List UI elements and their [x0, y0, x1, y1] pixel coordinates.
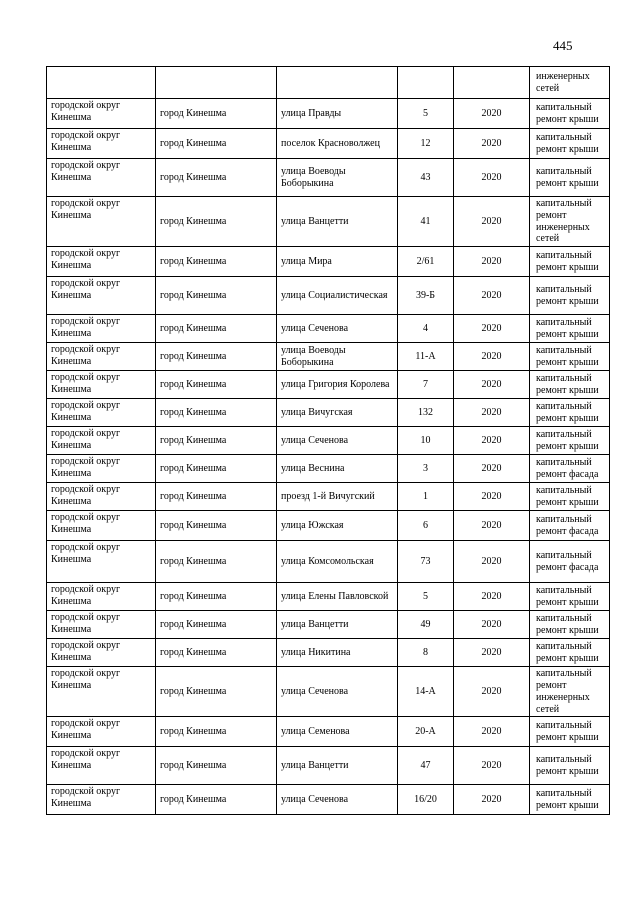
table-cell-c6: капитальный ремонт крыши [530, 639, 610, 667]
table-cell-c4: 43 [398, 159, 454, 197]
table-cell-c4: 5 [398, 99, 454, 129]
table-cell-c5: 2020 [454, 371, 530, 399]
table-cell-c3: улица Воеводы Боборыкина [277, 343, 398, 371]
table-row [47, 583, 610, 611]
table-row [47, 427, 610, 455]
table-cell-c1: городской округ Кинешма [47, 247, 156, 277]
table-cell-c5: 2020 [454, 483, 530, 511]
table-row [47, 343, 610, 371]
table-row [47, 717, 610, 747]
table-cell-c3: улица Комсомольская [277, 541, 398, 583]
table-row [47, 197, 610, 247]
repair-schedule-table [46, 66, 610, 815]
table-cell-c3: улица Сеченова [277, 785, 398, 815]
table-cell-c5: 2020 [454, 399, 530, 427]
table-cell-c1: городской округ Кинешма [47, 717, 156, 747]
table-cell-c3: улица Правды [277, 99, 398, 129]
table-cell-c3: улица Сеченова [277, 667, 398, 717]
table-cell-c3: улица Мира [277, 247, 398, 277]
table-cell-c2: город Кинешма [156, 717, 277, 747]
table-cell-c3: улица Ванцетти [277, 197, 398, 247]
table-cell-c2: город Кинешма [156, 583, 277, 611]
table-cell-c2: город Кинешма [156, 667, 277, 717]
table-cell-c5: 2020 [454, 197, 530, 247]
table-cell-c1: городской округ Кинешма [47, 343, 156, 371]
table-row [47, 541, 610, 583]
table-row [47, 67, 610, 99]
table-cell-c2: город Кинешма [156, 483, 277, 511]
table-row [47, 277, 610, 315]
table-cell-c4: 6 [398, 511, 454, 541]
table-cell-c6: капитальный ремонт крыши [530, 611, 610, 639]
table-cell-c3: улица Южская [277, 511, 398, 541]
table-cell-c3: улица Семенова [277, 717, 398, 747]
table-cell-c5: 2020 [454, 747, 530, 785]
table-row [47, 129, 610, 159]
table-cell-c5: 2020 [454, 541, 530, 583]
table-cell-c5: 2020 [454, 511, 530, 541]
table-cell-c1: городской округ Кинешма [47, 511, 156, 541]
table-cell-c6: капитальный ремонт фасада [530, 511, 610, 541]
table-cell-c2: город Кинешма [156, 541, 277, 583]
table-cell-c1: городской округ Кинешма [47, 399, 156, 427]
table-cell-c2: город Кинешма [156, 159, 277, 197]
table-cell-c2: город Кинешма [156, 427, 277, 455]
table-row [47, 611, 610, 639]
table-cell-c4: 12 [398, 129, 454, 159]
table-cell-c4: 39-Б [398, 277, 454, 315]
table-cell-c5: 2020 [454, 639, 530, 667]
table-cell-c2: город Кинешма [156, 785, 277, 815]
table-cell-c3: улица Вичугская [277, 399, 398, 427]
table-cell-c5: 2020 [454, 717, 530, 747]
table-row [47, 455, 610, 483]
table-cell-c3: улица Сеченова [277, 427, 398, 455]
table-cell-c3: улица Ванцетти [277, 611, 398, 639]
table-cell-c4: 49 [398, 611, 454, 639]
table-cell-c3: улица Воеводы Боборыкина [277, 159, 398, 197]
table-cell-c6: капитальный ремонт крыши [530, 129, 610, 159]
table-cell-c1: городской округ Кинешма [47, 583, 156, 611]
table-cell-c4: 16/20 [398, 785, 454, 815]
table-cell-c6: капитальный ремонт крыши [530, 247, 610, 277]
table-cell-c6: инженерных сетей [530, 67, 610, 99]
table-cell-c6: капитальный ремонт фасада [530, 455, 610, 483]
table-row [47, 511, 610, 541]
table-cell-c6: капитальный ремонт крыши [530, 785, 610, 815]
table-cell-c6: капитальный ремонт инженерных сетей [530, 667, 610, 717]
table-row [47, 667, 610, 717]
table-cell-c1: городской округ Кинешма [47, 667, 156, 717]
table-cell-c1: городской округ Кинешма [47, 455, 156, 483]
table-cell-c2: город Кинешма [156, 315, 277, 343]
table-cell-c1: городской округ Кинешма [47, 197, 156, 247]
table-cell-c4: 47 [398, 747, 454, 785]
table-cell-c2: город Кинешма [156, 371, 277, 399]
table-row [47, 371, 610, 399]
table-row [47, 315, 610, 343]
table-cell-c5: 2020 [454, 277, 530, 315]
table-cell-c6: капитальный ремонт крыши [530, 583, 610, 611]
table-cell-c4: 2/61 [398, 247, 454, 277]
table-cell-c6: капитальный ремонт крыши [530, 371, 610, 399]
table-cell-c3: улица Веснина [277, 455, 398, 483]
page-number: 445 [553, 38, 573, 53]
table-cell-c6: капитальный ремонт фасада [530, 541, 610, 583]
table-cell-c5 [454, 67, 530, 99]
table-cell-c6: капитальный ремонт крыши [530, 747, 610, 785]
table-cell-c2: город Кинешма [156, 277, 277, 315]
table-cell-c4: 4 [398, 315, 454, 343]
table-cell-c2: город Кинешма [156, 639, 277, 667]
table-cell-c5: 2020 [454, 785, 530, 815]
table-cell-c1: городской округ Кинешма [47, 159, 156, 197]
table-row [47, 99, 610, 129]
table-cell-c6: капитальный ремонт крыши [530, 99, 610, 129]
table-cell-c2: город Кинешма [156, 247, 277, 277]
table-cell-c3: проезд 1-й Вичугский [277, 483, 398, 511]
table-cell-c3 [277, 67, 398, 99]
table-cell-c2: город Кинешма [156, 747, 277, 785]
table-row [47, 483, 610, 511]
table-cell-c4 [398, 67, 454, 99]
table-row [47, 639, 610, 667]
table-cell-c5: 2020 [454, 315, 530, 343]
table-cell-c4: 14-А [398, 667, 454, 717]
table-cell-c6: капитальный ремонт крыши [530, 483, 610, 511]
table-cell-c5: 2020 [454, 611, 530, 639]
table-cell-c1: городской округ Кинешма [47, 99, 156, 129]
table-cell-c2: город Кинешма [156, 99, 277, 129]
table-cell-c6: капитальный ремонт крыши [530, 717, 610, 747]
table-cell-c5: 2020 [454, 247, 530, 277]
table-cell-c1: городской округ Кинешма [47, 277, 156, 315]
table-cell-c1: городской округ Кинешма [47, 611, 156, 639]
table-cell-c6: капитальный ремонт крыши [530, 343, 610, 371]
table-cell-c2: город Кинешма [156, 129, 277, 159]
table-cell-c4: 73 [398, 541, 454, 583]
table-cell-c4: 10 [398, 427, 454, 455]
table-cell-c3: улица Никитина [277, 639, 398, 667]
table-cell-c1: городской округ Кинешма [47, 785, 156, 815]
table-row [47, 399, 610, 427]
table-cell-c5: 2020 [454, 343, 530, 371]
table-cell-c5: 2020 [454, 583, 530, 611]
table-cell-c6: капитальный ремонт крыши [530, 159, 610, 197]
table-cell-c3: улица Ванцетти [277, 747, 398, 785]
table-cell-c2: город Кинешма [156, 197, 277, 247]
table-cell-c3: улица Сеченова [277, 315, 398, 343]
table-row [47, 747, 610, 785]
table-cell-c6: капитальный ремонт крыши [530, 315, 610, 343]
table-cell-c1: городской округ Кинешма [47, 371, 156, 399]
table-cell-c3: улица Григория Королева [277, 371, 398, 399]
table-cell-c4: 41 [398, 197, 454, 247]
table-cell-c4: 8 [398, 639, 454, 667]
table-cell-c4: 5 [398, 583, 454, 611]
table-cell-c5: 2020 [454, 667, 530, 717]
table-cell-c4: 3 [398, 455, 454, 483]
table-cell-c1: городской округ Кинешма [47, 315, 156, 343]
table-cell-c6: капитальный ремонт крыши [530, 427, 610, 455]
table-cell-c5: 2020 [454, 99, 530, 129]
table-cell-c6: капитальный ремонт крыши [530, 399, 610, 427]
table-cell-c5: 2020 [454, 427, 530, 455]
table-cell-c1 [47, 67, 156, 99]
table-cell-c3: поселок Красноволжец [277, 129, 398, 159]
table-cell-c2: город Кинешма [156, 343, 277, 371]
table-cell-c4: 7 [398, 371, 454, 399]
table-cell-c1: городской округ Кинешма [47, 541, 156, 583]
table-cell-c5: 2020 [454, 129, 530, 159]
table-cell-c5: 2020 [454, 455, 530, 483]
table-cell-c2: город Кинешма [156, 611, 277, 639]
table-row [47, 785, 610, 815]
table-cell-c4: 1 [398, 483, 454, 511]
table-cell-c1: городской округ Кинешма [47, 427, 156, 455]
table-cell-c2 [156, 67, 277, 99]
table-body [47, 67, 610, 815]
table-cell-c1: городской округ Кинешма [47, 747, 156, 785]
table-cell-c5: 2020 [454, 159, 530, 197]
table-cell-c2: город Кинешма [156, 399, 277, 427]
table-cell-c4: 132 [398, 399, 454, 427]
table-cell-c1: городской округ Кинешма [47, 639, 156, 667]
table-cell-c3: улица Социалистическая [277, 277, 398, 315]
table-cell-c1: городской округ Кинешма [47, 129, 156, 159]
table-cell-c4: 20-А [398, 717, 454, 747]
table-cell-c2: город Кинешма [156, 511, 277, 541]
table-cell-c2: город Кинешма [156, 455, 277, 483]
table-cell-c3: улица Елены Павловской [277, 583, 398, 611]
table-cell-c6: капитальный ремонт инженерных сетей [530, 197, 610, 247]
table-cell-c6: капитальный ремонт крыши [530, 277, 610, 315]
table-cell-c1: городской округ Кинешма [47, 483, 156, 511]
table-cell-c4: 11-А [398, 343, 454, 371]
table-row [47, 247, 610, 277]
table-row [47, 159, 610, 197]
